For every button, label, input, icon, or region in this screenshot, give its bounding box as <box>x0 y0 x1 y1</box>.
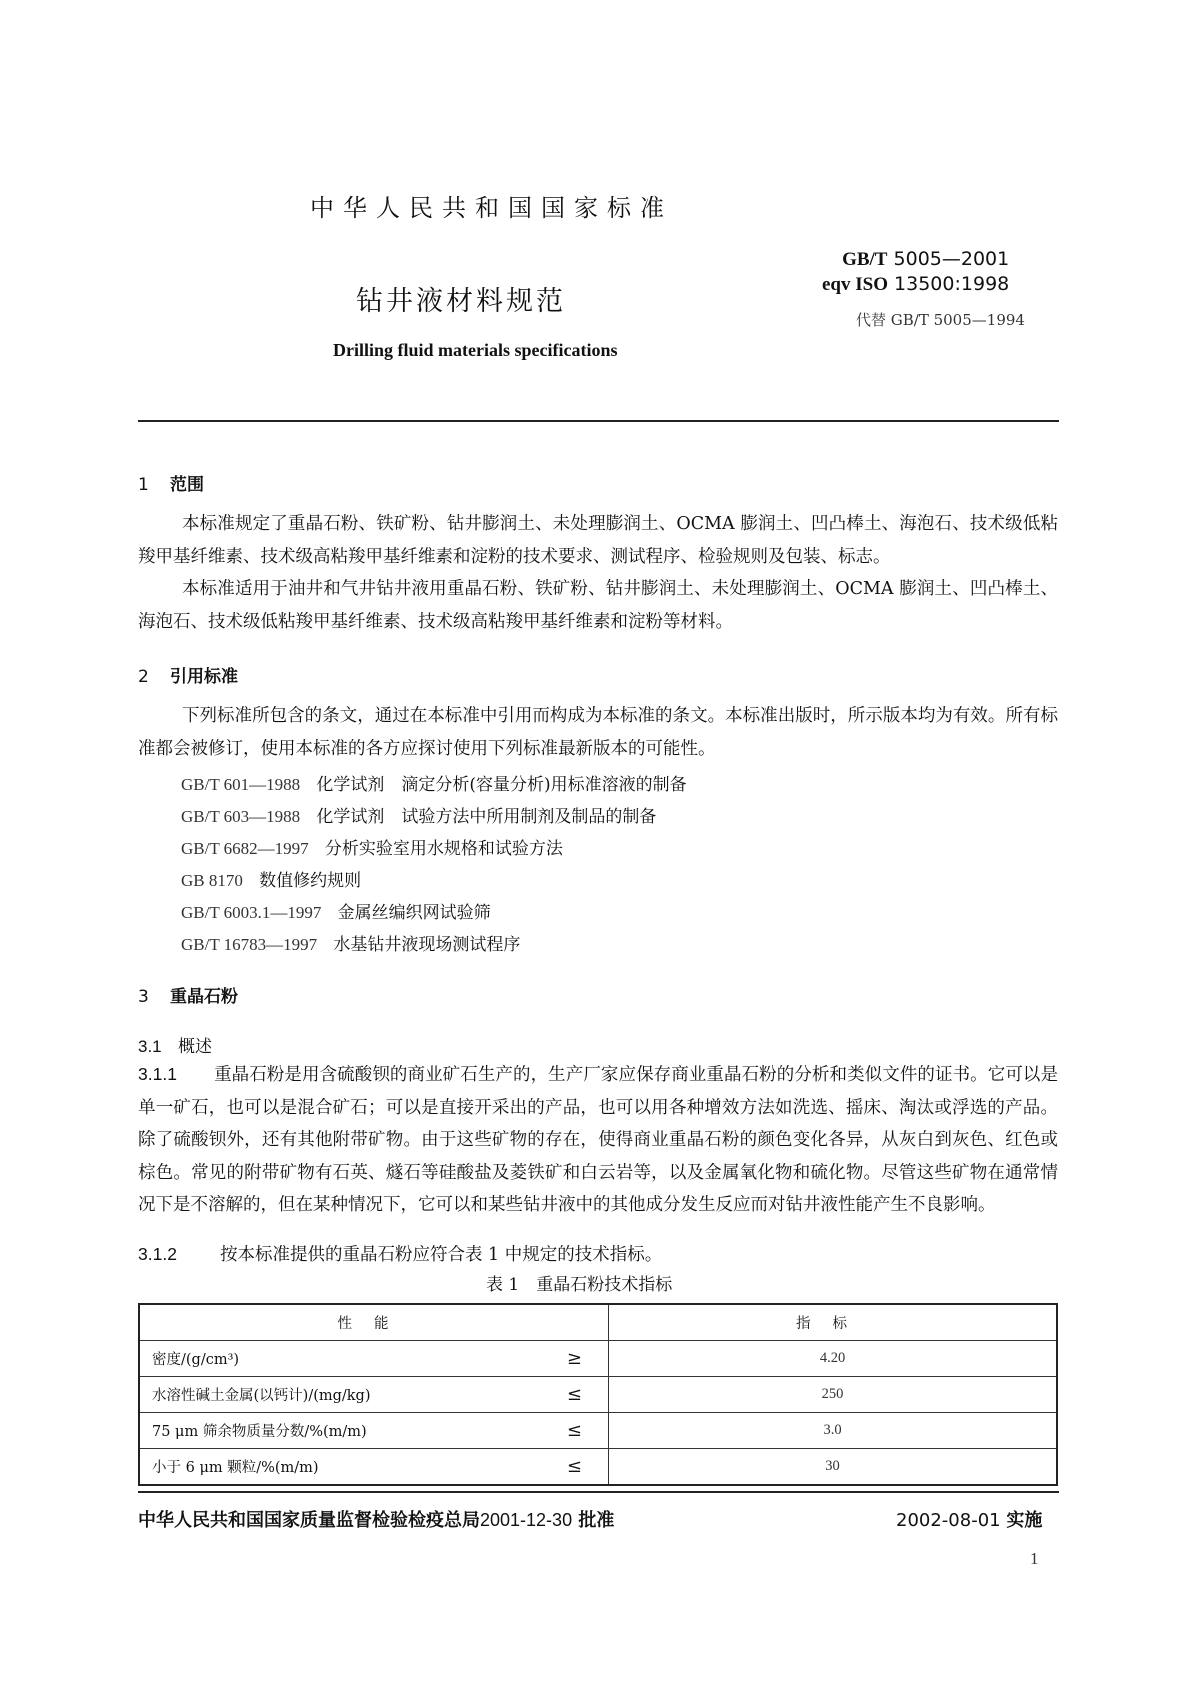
standard-number-block <box>822 247 1009 297</box>
table-row <box>139 1341 1057 1377</box>
column-header-value: 指标 <box>609 1304 1058 1341</box>
value-cell: 3.0 <box>609 1413 1058 1449</box>
section-3-heading: 3 重晶石粉 <box>138 987 238 1007</box>
equivalent-prefix: eqv ISO <box>822 274 888 295</box>
reference-item <box>181 930 520 955</box>
effective-label: 实施 <box>1006 1510 1043 1531</box>
table-header-row <box>139 1304 1057 1341</box>
clause-number: 3.1.1 <box>138 1064 177 1084</box>
table-row <box>139 1377 1057 1413</box>
standard-number-prefix: GB/T <box>842 249 888 270</box>
reference-title: 化学试剂 试验方法中所用制剂及制品的制备 <box>316 807 657 827</box>
section-2-heading: 2 引用标准 <box>138 667 238 687</box>
section-1-paragraph-1: 本标准规定了重晶石粉、铁矿粉、钻井膨润土、未处理膨润土、OCMA 膨润土、凹凸棒土、海泡石、技术级低粘羧甲基纤维素、技术级高粘羧甲基纤维素和淀粉的技术要求、测试程序、检验规则及包装、标志。 <box>138 514 1058 567</box>
section-3-1-2-paragraph <box>138 1238 1058 1272</box>
reference-code: GB/T 601—1988 <box>181 775 301 794</box>
value-cell: 250 <box>609 1377 1058 1413</box>
reference-item <box>181 834 563 859</box>
clause-number: 3.1.2 <box>138 1244 177 1264</box>
document-title-english: Drilling fluid materials specifications <box>333 340 618 360</box>
national-standard-title: 中华人民共和国国家标准 <box>310 194 673 222</box>
property-cell: 水溶性碱土金属(以钙计)/(mg/kg) ≤ <box>139 1377 609 1413</box>
reference-title: 化学试剂 滴定分析(容量分析)用标准溶液的制备 <box>316 775 687 795</box>
value-cell: 4.20 <box>609 1341 1058 1377</box>
spec-table <box>138 1303 1058 1486</box>
section-3-1-1-paragraph <box>138 1058 1058 1222</box>
property-cell: 小于 6 μm 颗粒/%(m/m) ≤ <box>139 1449 609 1486</box>
reference-title: 金属丝编织网试验筛 <box>337 903 491 923</box>
reference-code: GB/T 603—1988 <box>181 807 301 826</box>
equivalent-number: 13500:1998 <box>894 273 1010 295</box>
reference-item <box>181 770 687 795</box>
table-row <box>139 1413 1057 1449</box>
footer-divider <box>138 1491 1059 1493</box>
effective-date: 2002-08-01 <box>896 1510 1001 1531</box>
property-cell: 密度/(g/cm³) ≥ <box>139 1341 609 1377</box>
section-2-paragraph-1: 下列标准所包含的条文，通过在本标准中引用而构成为本标准的条文。本标准出版时，所示版本均为有效。所有标准都会被修订，使用本标准的各方应探讨使用下列标准最新版本的可能性。 <box>138 706 1058 759</box>
clause-text: 按本标准提供的重晶石粉应符合表 1 中规定的技术指标。 <box>220 1245 663 1265</box>
approval-date: 2001-12-30 <box>480 1510 573 1530</box>
standard-number-value: 5005—2001 <box>893 248 1010 270</box>
issuer-name: 中华人民共和国国家质量监督检验检疫总局 <box>138 1510 480 1531</box>
reference-item <box>181 866 361 891</box>
reference-title: 数值修约规则 <box>259 871 362 891</box>
page-number: 1 <box>1030 1549 1039 1568</box>
comparison-operator: ≥ <box>566 1348 582 1369</box>
reference-title: 分析实验室用水规格和试验方法 <box>324 839 563 859</box>
value-cell: 30 <box>609 1449 1058 1486</box>
table-row <box>139 1449 1057 1486</box>
approval-label: 批准 <box>578 1510 615 1531</box>
equivalent-standard <box>822 272 1009 297</box>
comparison-operator: ≤ <box>566 1420 582 1441</box>
clause-text: 重晶石粉是用含硫酸钡的商业矿石生产的，生产厂家应保存商业重晶石粉的分析和类似文件的证书。它可以是单一矿石，也可以是混合矿石；可以是直接开采出的产品，也可以用各种增效方法如洗选、摇床、淘汰或浮选的产品。除了硫酸钡外，还有其他附带矿物。由于这些矿物的存在，使得商业重晶石粉的颜色变化各异，从灰白到灰色、红色或棕色。常见的附带矿物有石英、燧石等硅酸盐及菱铁矿和白云岩等，以及金属氧化物和硫化物。尽管这些矿物在通常情况下是不溶解的，但在某种情况下，它可以和某些钻井液中的其他成分发生反应而对钻井液性能产生不良影响。 <box>138 1065 1058 1215</box>
effective-date-block <box>896 1506 1042 1532</box>
reference-code: GB/T 6682—1997 <box>181 839 309 858</box>
reference-title: 水基钻井液现场测试程序 <box>333 935 521 955</box>
issuer-approval <box>138 1506 614 1532</box>
column-header-property: 性能 <box>139 1304 609 1341</box>
replaces-standard: 代替 GB/T 5005—1994 <box>856 311 1025 329</box>
reference-item <box>181 898 491 923</box>
reference-code: GB 8170 <box>181 871 243 890</box>
reference-item <box>181 802 656 827</box>
document-title: 钻井液材料规范 <box>356 286 566 317</box>
reference-code: GB/T 16783—1997 <box>181 935 318 954</box>
section-1-paragraph-2: 本标准适用于油井和气井钻井液用重晶石粉、铁矿粉、钻井膨润土、未处理膨润土、OCMA 膨润土、凹凸棒土、海泡石、技术级低粘羧甲基纤维素、技术级高粘羧甲基纤维素和淀粉等材料。 <box>138 579 1058 632</box>
comparison-operator: ≤ <box>566 1456 582 1477</box>
standard-number <box>822 247 1009 272</box>
section-3-1-heading: 3.1 概述 <box>138 1037 212 1057</box>
section-1-heading: 1 范围 <box>138 475 204 495</box>
comparison-operator: ≤ <box>566 1384 582 1405</box>
reference-code: GB/T 6003.1—1997 <box>181 903 322 922</box>
table-caption: 表 1 重晶石粉技术指标 <box>486 1275 673 1295</box>
property-cell: 75 μm 筛余物质量分数/%(m/m) ≤ <box>139 1413 609 1449</box>
header-divider <box>138 420 1059 422</box>
